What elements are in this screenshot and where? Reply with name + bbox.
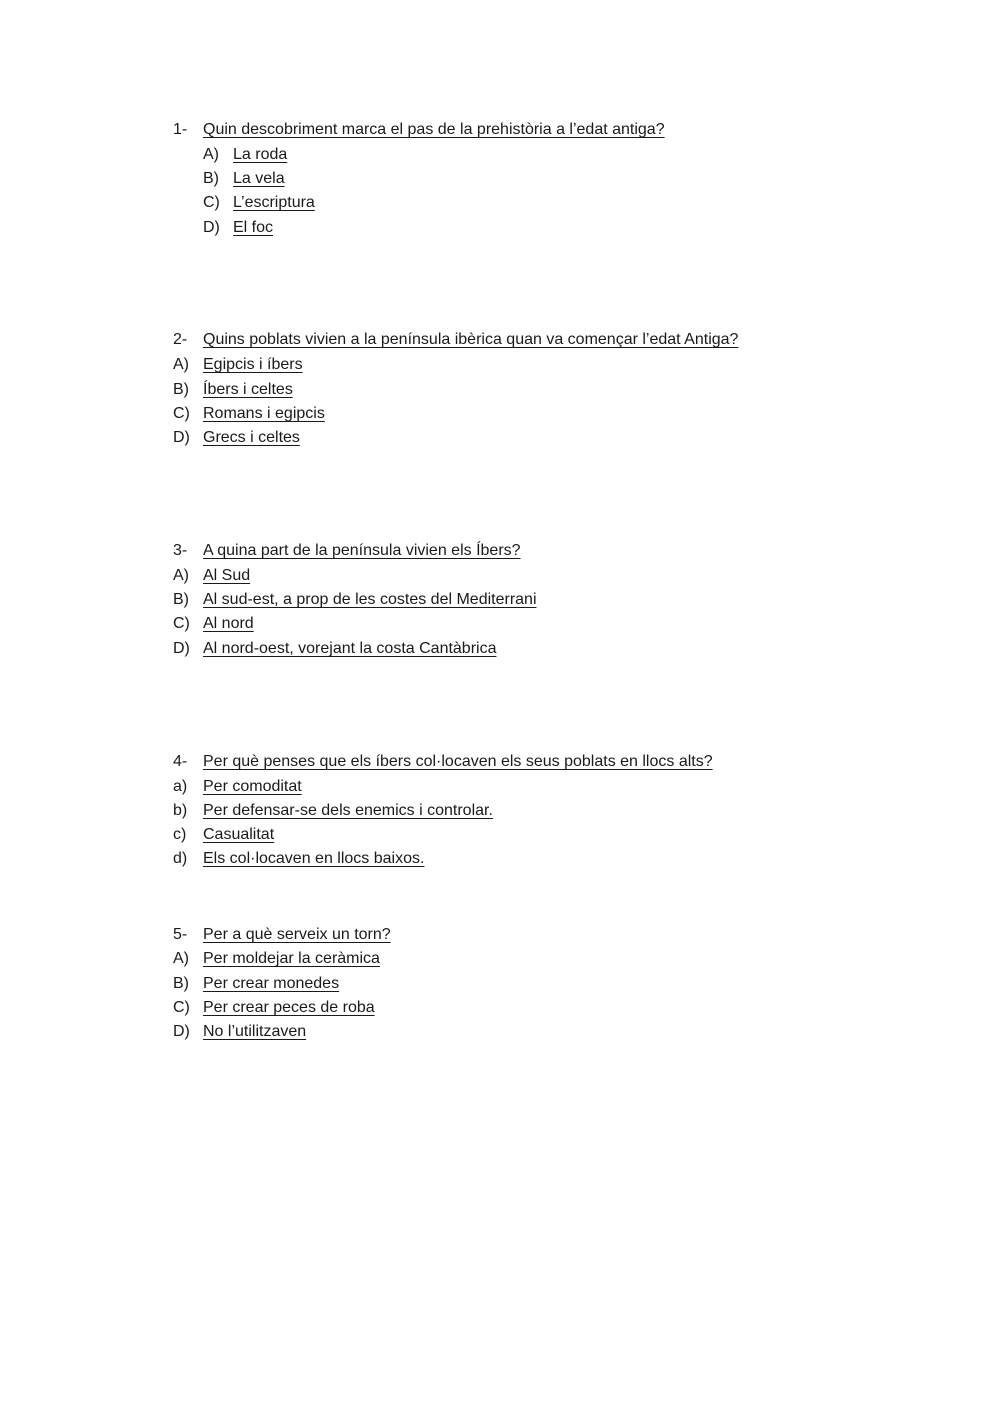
option-text: Íbers i celtes	[203, 381, 293, 398]
option-3b[interactable]	[173, 590, 673, 610]
option-3a[interactable]	[173, 566, 673, 586]
option-text: Egipcis i íbers	[203, 356, 303, 373]
option-text: Per defensar-se dels enemics i controlar.	[203, 802, 493, 819]
option-marker: b)	[173, 802, 188, 819]
option-text: No l’utilitzaven	[203, 1023, 307, 1040]
question-text: Per a què serveix un torn?	[203, 926, 391, 943]
option-marker: D)	[173, 1023, 190, 1040]
option-text: Casualitat	[203, 826, 275, 843]
option-5d[interactable]	[173, 1022, 573, 1042]
option-text: El foc	[233, 219, 274, 236]
question-3	[173, 541, 773, 561]
option-text: La roda	[233, 146, 288, 163]
question-number: 2-	[173, 331, 188, 348]
option-text: Per crear peces de roba	[203, 999, 375, 1016]
option-text: Grecs i celtes	[203, 429, 300, 446]
option-4b[interactable]	[173, 801, 573, 821]
option-marker: d)	[173, 850, 188, 867]
option-text: Romans i egipcis	[203, 405, 325, 422]
question-text: A quina part de la península vivien els Íbers?	[203, 542, 521, 559]
option-4a[interactable]	[173, 777, 573, 797]
option-text: La vela	[233, 170, 285, 187]
option-2d[interactable]	[173, 428, 473, 448]
question-number: 4-	[173, 753, 188, 770]
question-number: 3-	[173, 542, 188, 559]
option-marker: D)	[203, 219, 220, 236]
option-text: Al nord	[203, 615, 254, 632]
option-marker: A)	[173, 356, 189, 373]
question-text: Quins poblats vivien a la península ibèrica quan va començar l’edat Antiga?	[203, 331, 739, 348]
option-marker: D)	[173, 429, 190, 446]
option-2a[interactable]	[173, 355, 473, 375]
question-number: 1-	[173, 121, 188, 138]
question-number: 5-	[173, 926, 188, 943]
option-text: Per comoditat	[203, 778, 302, 795]
option-1d[interactable]	[203, 218, 403, 238]
option-text: Al nord-oest, vorejant la costa Cantàbrica	[203, 640, 497, 657]
option-1b[interactable]	[203, 169, 403, 189]
option-marker: C)	[173, 999, 190, 1016]
option-marker: C)	[173, 405, 190, 422]
option-text: Per crear monedes	[203, 975, 340, 992]
option-marker: B)	[173, 975, 189, 992]
option-text: Els col·locaven en llocs baixos.	[203, 850, 425, 867]
option-marker: C)	[173, 615, 190, 632]
question-1	[173, 120, 773, 140]
option-marker: B)	[173, 381, 189, 398]
option-marker: c)	[173, 826, 187, 843]
option-marker: B)	[203, 170, 219, 187]
option-4c[interactable]	[173, 825, 573, 845]
option-marker: D)	[173, 640, 190, 657]
option-marker: A)	[173, 950, 189, 967]
option-marker: B)	[173, 591, 189, 608]
option-text: Per moldejar la ceràmica	[203, 950, 380, 967]
question-text: Per què penses que els íbers col·locaven els seus poblats en llocs alts?	[203, 753, 713, 770]
option-5a[interactable]	[173, 949, 573, 969]
option-1a[interactable]	[203, 145, 403, 165]
question-text: Quin descobriment marca el pas de la prehistòria a l’edat antiga?	[203, 121, 665, 138]
option-3d[interactable]	[173, 639, 673, 659]
option-5c[interactable]	[173, 998, 573, 1018]
option-2b[interactable]	[173, 380, 473, 400]
option-text: L’escriptura	[233, 194, 315, 211]
question-5	[173, 925, 573, 945]
option-marker: C)	[203, 194, 220, 211]
option-1c[interactable]	[203, 193, 403, 213]
option-text: Al Sud	[203, 567, 251, 584]
option-text: Al sud-est, a prop de les costes del Mediterrani	[203, 591, 537, 608]
question-2	[173, 330, 823, 350]
option-5b[interactable]	[173, 974, 573, 994]
option-marker: A)	[173, 567, 189, 584]
question-4	[173, 752, 823, 772]
option-marker: A)	[203, 146, 219, 163]
option-marker: a)	[173, 778, 188, 795]
option-3c[interactable]	[173, 614, 673, 634]
option-4d[interactable]	[173, 849, 573, 869]
option-2c[interactable]	[173, 404, 473, 424]
